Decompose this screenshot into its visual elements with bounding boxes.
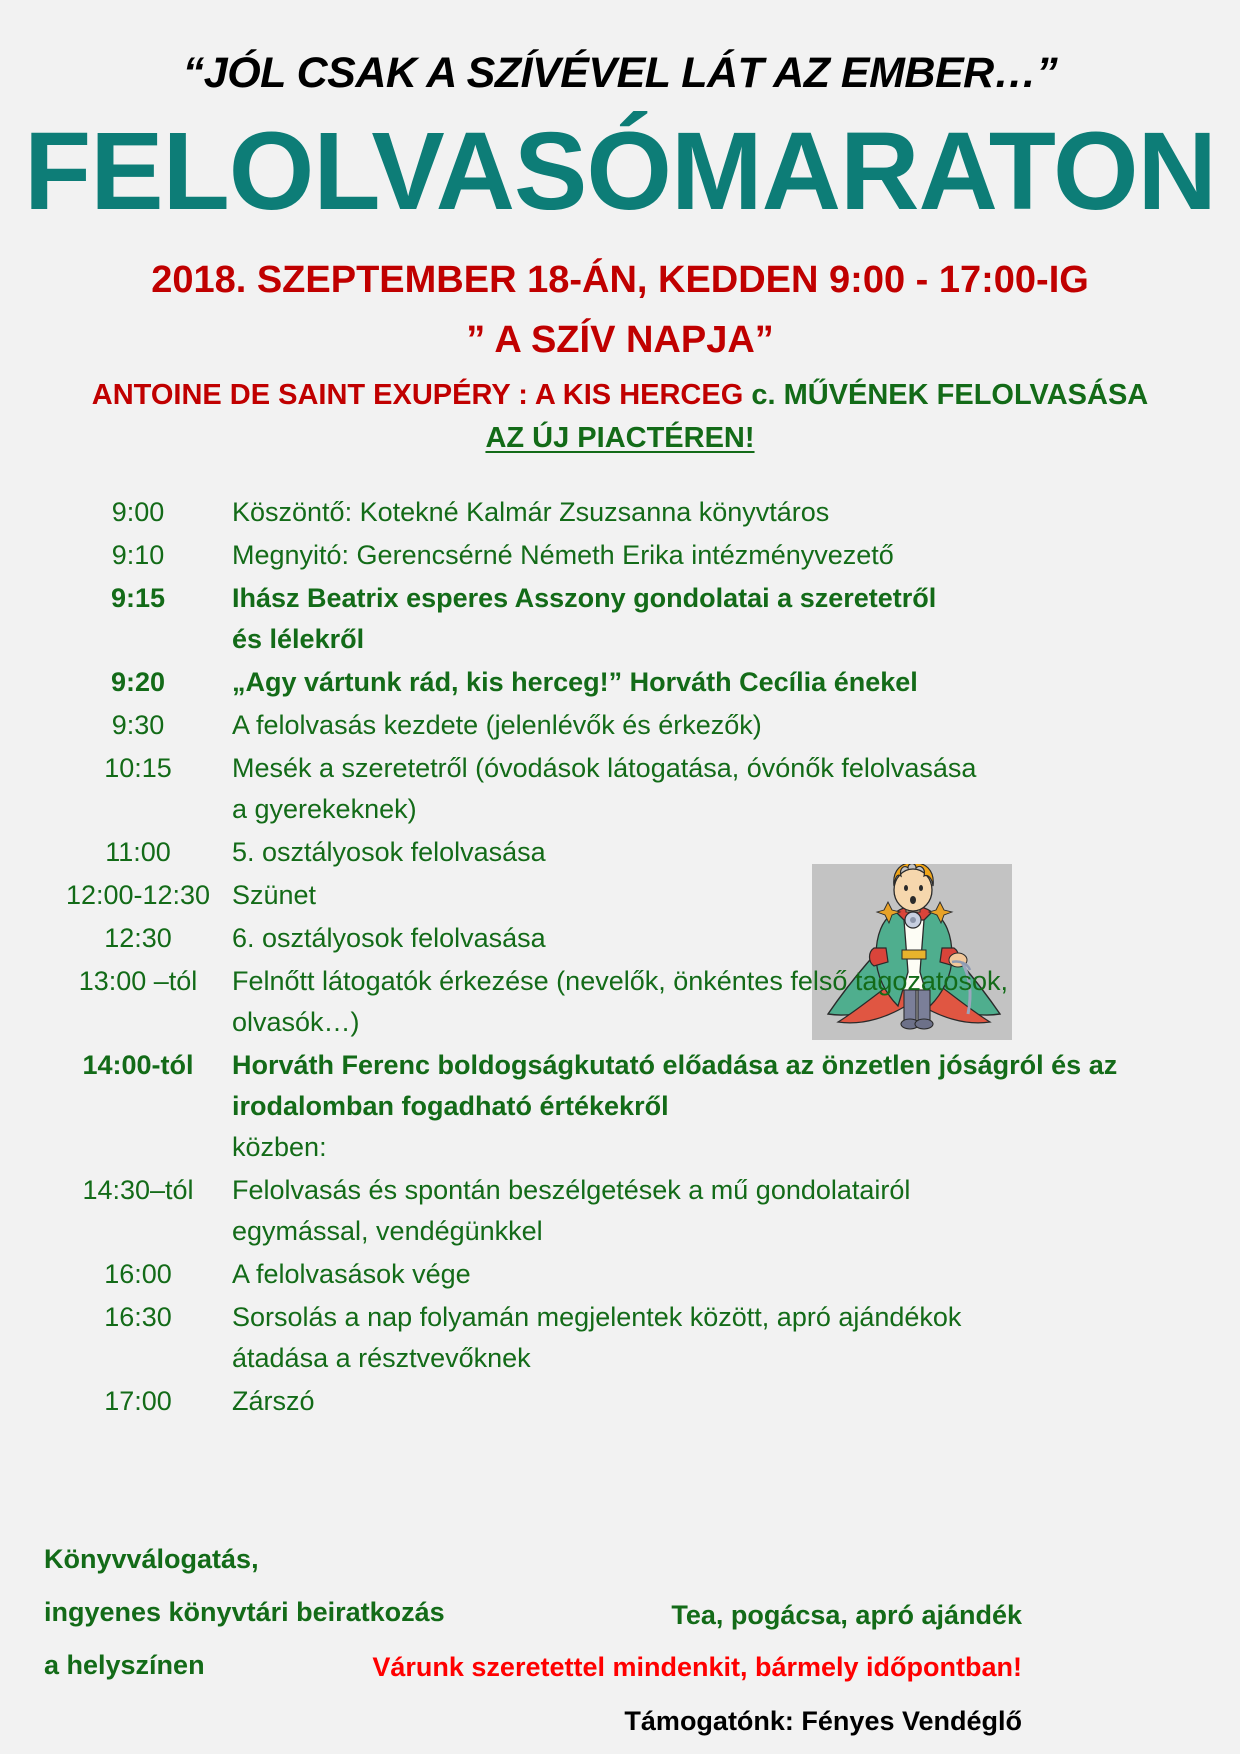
poster-footer: [0, 1546, 1240, 1746]
schedule-row-description: egymással, vendégünkkel: [232, 1216, 543, 1246]
schedule-row: [44, 796, 1214, 823]
page-title: FELOLVASÓMARATON: [24, 110, 1216, 233]
header-quote: “JÓL CSAK A SZÍVÉVEL LÁT AZ EMBER…”: [182, 49, 1058, 97]
schedule-row: [44, 1177, 1214, 1204]
schedule-row-description: Ihász Beatrix esperes Asszony gondolatai a szeretetről: [232, 583, 937, 613]
event-day-name: ” A SZÍV NAPJA”: [466, 319, 774, 361]
schedule-list: [0, 499, 1240, 1415]
schedule-row-description: Felolvasás és spontán beszélgetések a mű gondolatairól: [232, 1175, 911, 1205]
schedule-row: [44, 1261, 1214, 1288]
footer-refreshments: Tea, pogácsa, apró ajándék: [671, 1600, 1022, 1630]
poster-header: [0, 0, 1240, 453]
schedule-row-time: 9:15: [110, 583, 166, 613]
footer-left-line-2: a helyszínen: [44, 1650, 205, 1680]
schedule-row-description: Szünet: [232, 880, 317, 910]
schedule-row-time: 12:30: [104, 923, 172, 953]
schedule-row-description: Felnőtt látogatók érkezése (nevelők, önkéntes felső tagozatosok,: [232, 966, 1008, 996]
schedule-row: [44, 925, 1214, 952]
schedule-row: [44, 585, 1214, 612]
schedule-row-time: 13:00 –tól: [78, 966, 198, 996]
schedule-row-description: Mesék a szeretetről (óvodások látogatása, óvónők felolvasása: [232, 753, 977, 783]
schedule-row: [44, 968, 1214, 995]
schedule-row-description: Horváth Ferenc boldogságkutató előadása az önzetlen jóságról és az: [232, 1050, 1118, 1080]
schedule-row: [44, 499, 1214, 526]
schedule-row-description: A felolvasások vége: [232, 1259, 471, 1289]
schedule-row-description: irodalomban fogadható értékekről: [232, 1091, 669, 1121]
footer-left-line-1: ingyenes könyvtári beiratkozás: [44, 1597, 445, 1627]
schedule-row-description: 6. osztályosok felolvasása: [232, 923, 546, 953]
schedule-row: [44, 1052, 1214, 1079]
footer-welcome-message: Várunk szeretettel mindenkit, bármely időpontban!: [372, 1652, 1022, 1682]
work-author: ANTOINE DE SAINT EXUPÉRY : A KIS HERCEG: [91, 379, 744, 411]
schedule-row: [44, 882, 1214, 909]
schedule-row-description: és lélekről: [232, 624, 365, 654]
schedule-row-description: Megnyitó: Gerencsérné Németh Erika intézményvezető: [232, 540, 894, 570]
schedule-row-description: „Agy vártunk rád, kis herceg!” Horváth Cecília énekel: [232, 667, 918, 697]
schedule-row-time: 14:30–tól: [82, 1175, 194, 1205]
event-work-line: [0, 381, 1240, 410]
schedule-row: [44, 1304, 1214, 1331]
schedule-row-description: A felolvasás kezdete (jelenlévők és érkezők): [232, 710, 762, 740]
schedule-row-time: 14:00-tól: [82, 1050, 194, 1080]
schedule-row-description: a gyerekeknek): [232, 794, 417, 824]
schedule-row-time: 11:00: [105, 837, 171, 867]
event-place-text: AZ ÚJ PIACTÉREN!: [485, 422, 755, 454]
schedule-row-description: 5. osztályosok felolvasása: [232, 837, 546, 867]
schedule-row-description: olvasók…): [232, 1007, 360, 1037]
schedule-row: [44, 1134, 1214, 1161]
schedule-row: [44, 839, 1214, 866]
schedule-row: [44, 1009, 1214, 1036]
schedule-row: [44, 1093, 1214, 1120]
schedule-row: [44, 712, 1214, 739]
schedule-row: [44, 1388, 1214, 1415]
work-suffix: c. MŰVÉNEK FELOLVASÁSA: [743, 379, 1149, 411]
schedule-row-time: 16:00: [104, 1259, 172, 1289]
schedule-row-description: Sorsolás a nap folyamán megjelentek között, apró ajándékok: [232, 1302, 962, 1332]
schedule-row-description: Zárszó: [232, 1386, 315, 1416]
schedule-row-time: 10:15: [104, 753, 172, 783]
schedule-row-time: 9:30: [111, 710, 165, 740]
schedule-row: [44, 1218, 1214, 1245]
schedule-row: [44, 1345, 1214, 1372]
schedule-row-description: átadása a résztvevőknek: [232, 1343, 531, 1373]
schedule-row: [44, 669, 1214, 696]
schedule-row: [44, 755, 1214, 782]
schedule-row-description: Köszöntő: Kotekné Kalmár Zsuzsanna könyvtáros: [232, 497, 830, 527]
schedule-row-time: 16:30: [104, 1302, 172, 1332]
schedule-row: [44, 626, 1214, 653]
schedule-row: [44, 542, 1214, 569]
schedule-row-time: 9:10: [111, 540, 165, 570]
footer-sponsor: Támogatónk: Fényes Vendéglő: [624, 1706, 1022, 1736]
schedule-row-time: 9:00: [111, 497, 165, 527]
event-place: [0, 424, 1240, 453]
schedule-row-time: 9:20: [110, 667, 166, 697]
schedule-row-time: 12:00-12:30: [65, 880, 211, 910]
schedule-row-description: közben:: [232, 1132, 327, 1162]
schedule-row-time: 17:00: [104, 1386, 172, 1416]
event-date: 2018. SZEPTEMBER 18-ÁN, KEDDEN 9:00 - 17:00-IG: [151, 259, 1089, 301]
footer-left-line-0: Könyvválogatás,: [44, 1544, 259, 1574]
